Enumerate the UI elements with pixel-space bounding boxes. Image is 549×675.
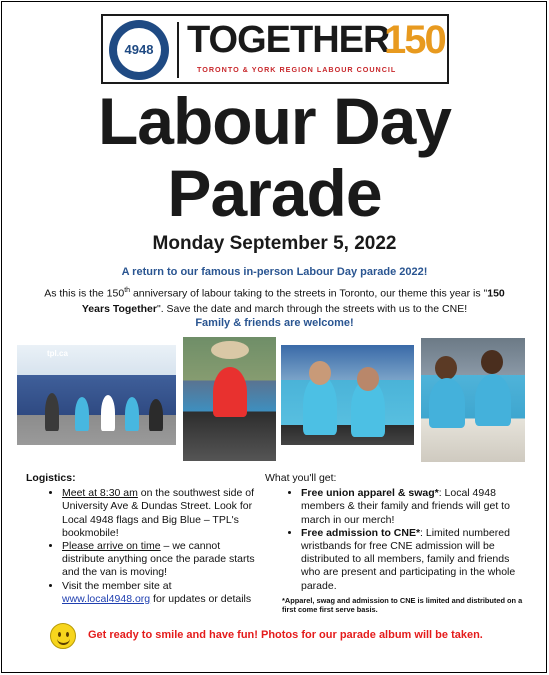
list-item bbox=[301, 487, 530, 527]
photo-bookmobile bbox=[17, 345, 176, 445]
benefit-apparel: Free union apparel & swag* bbox=[301, 487, 439, 500]
intro-body-mid: anniversary of labour taking to the streets in Toronto, our theme this year is " bbox=[130, 287, 488, 300]
logo-150-text: 150 bbox=[384, 18, 445, 62]
intro-body-post: ". Save the date and march through the streets with us to the CNE! bbox=[156, 302, 468, 315]
meet-details: on the southwest side of University Ave & Dundas Street. Look for Local 4948 flags and Big Blue – TPL's bookmobile! bbox=[62, 487, 255, 539]
logistics-heading: Logistics: bbox=[26, 472, 76, 484]
list-item bbox=[301, 527, 530, 593]
benefit-cne-details: : Limited numbered wristbands for free CNE admission will be distributed to all members, family and friends who are present and participating in the whole parade. bbox=[301, 526, 516, 592]
intro-body-pre: As this is the 150 bbox=[44, 287, 125, 300]
cupe-seal-icon bbox=[109, 20, 169, 80]
photo-bookmobile-sign: tpl.ca bbox=[47, 349, 68, 358]
photo-two-members bbox=[281, 345, 414, 445]
title-line-2: Parade bbox=[167, 156, 382, 230]
benefit-cne: Free admission to CNE* bbox=[301, 526, 421, 539]
smiley-icon bbox=[50, 623, 76, 649]
logistics-section bbox=[26, 472, 261, 606]
photo-two-men bbox=[421, 338, 525, 462]
intro-headline: A return to our famous in-person Labour Day parade 2022! bbox=[121, 266, 428, 278]
together-150-logo bbox=[101, 14, 449, 84]
list-item bbox=[62, 487, 261, 540]
benefits-section bbox=[265, 472, 530, 615]
seal-number: 4948 bbox=[124, 42, 154, 57]
member-site-link[interactable]: www.local4948.org bbox=[62, 592, 151, 605]
intro-welcome: Family & friends are welcome! bbox=[195, 317, 354, 329]
logo-council-text: TORONTO & YORK REGION LABOUR COUNCIL bbox=[197, 65, 397, 74]
list-item bbox=[62, 580, 261, 606]
event-date: Monday September 5, 2022 bbox=[152, 233, 397, 254]
logo-together-text: TOGETHER bbox=[187, 19, 390, 61]
visit-post: for updates or details bbox=[150, 592, 252, 605]
photo-marcher-backpack bbox=[183, 337, 276, 461]
benefit-apparel-details: : Local 4948 members & their family and friends will get to march in our merch! bbox=[301, 487, 510, 526]
arrive-details: – we cannot distribute anything once the parade starts and the van is moving! bbox=[62, 540, 255, 579]
intro-theme: 150 Years Together bbox=[81, 287, 505, 315]
logistics-list bbox=[26, 487, 261, 606]
fine-print: *Apparel, swag and admission to CNE is limited and distributed on a first come first serve basis. bbox=[282, 595, 523, 615]
arrive-on-time: Please arrive on time bbox=[62, 540, 161, 553]
footer-message: Get ready to smile and have fun! Photos for our parade album will be taken. bbox=[88, 629, 483, 641]
meet-time: Meet at 8:30 am bbox=[62, 487, 138, 500]
list-item bbox=[62, 540, 261, 580]
benefits-list bbox=[265, 487, 530, 593]
intro-body-sup: th bbox=[124, 287, 131, 294]
benefits-heading: What you'll get: bbox=[265, 472, 337, 484]
intro-body bbox=[36, 283, 513, 317]
logo-divider bbox=[177, 22, 179, 78]
title-line-1: Labour Day bbox=[97, 84, 452, 158]
visit-pre: Visit the member site at bbox=[62, 579, 172, 592]
